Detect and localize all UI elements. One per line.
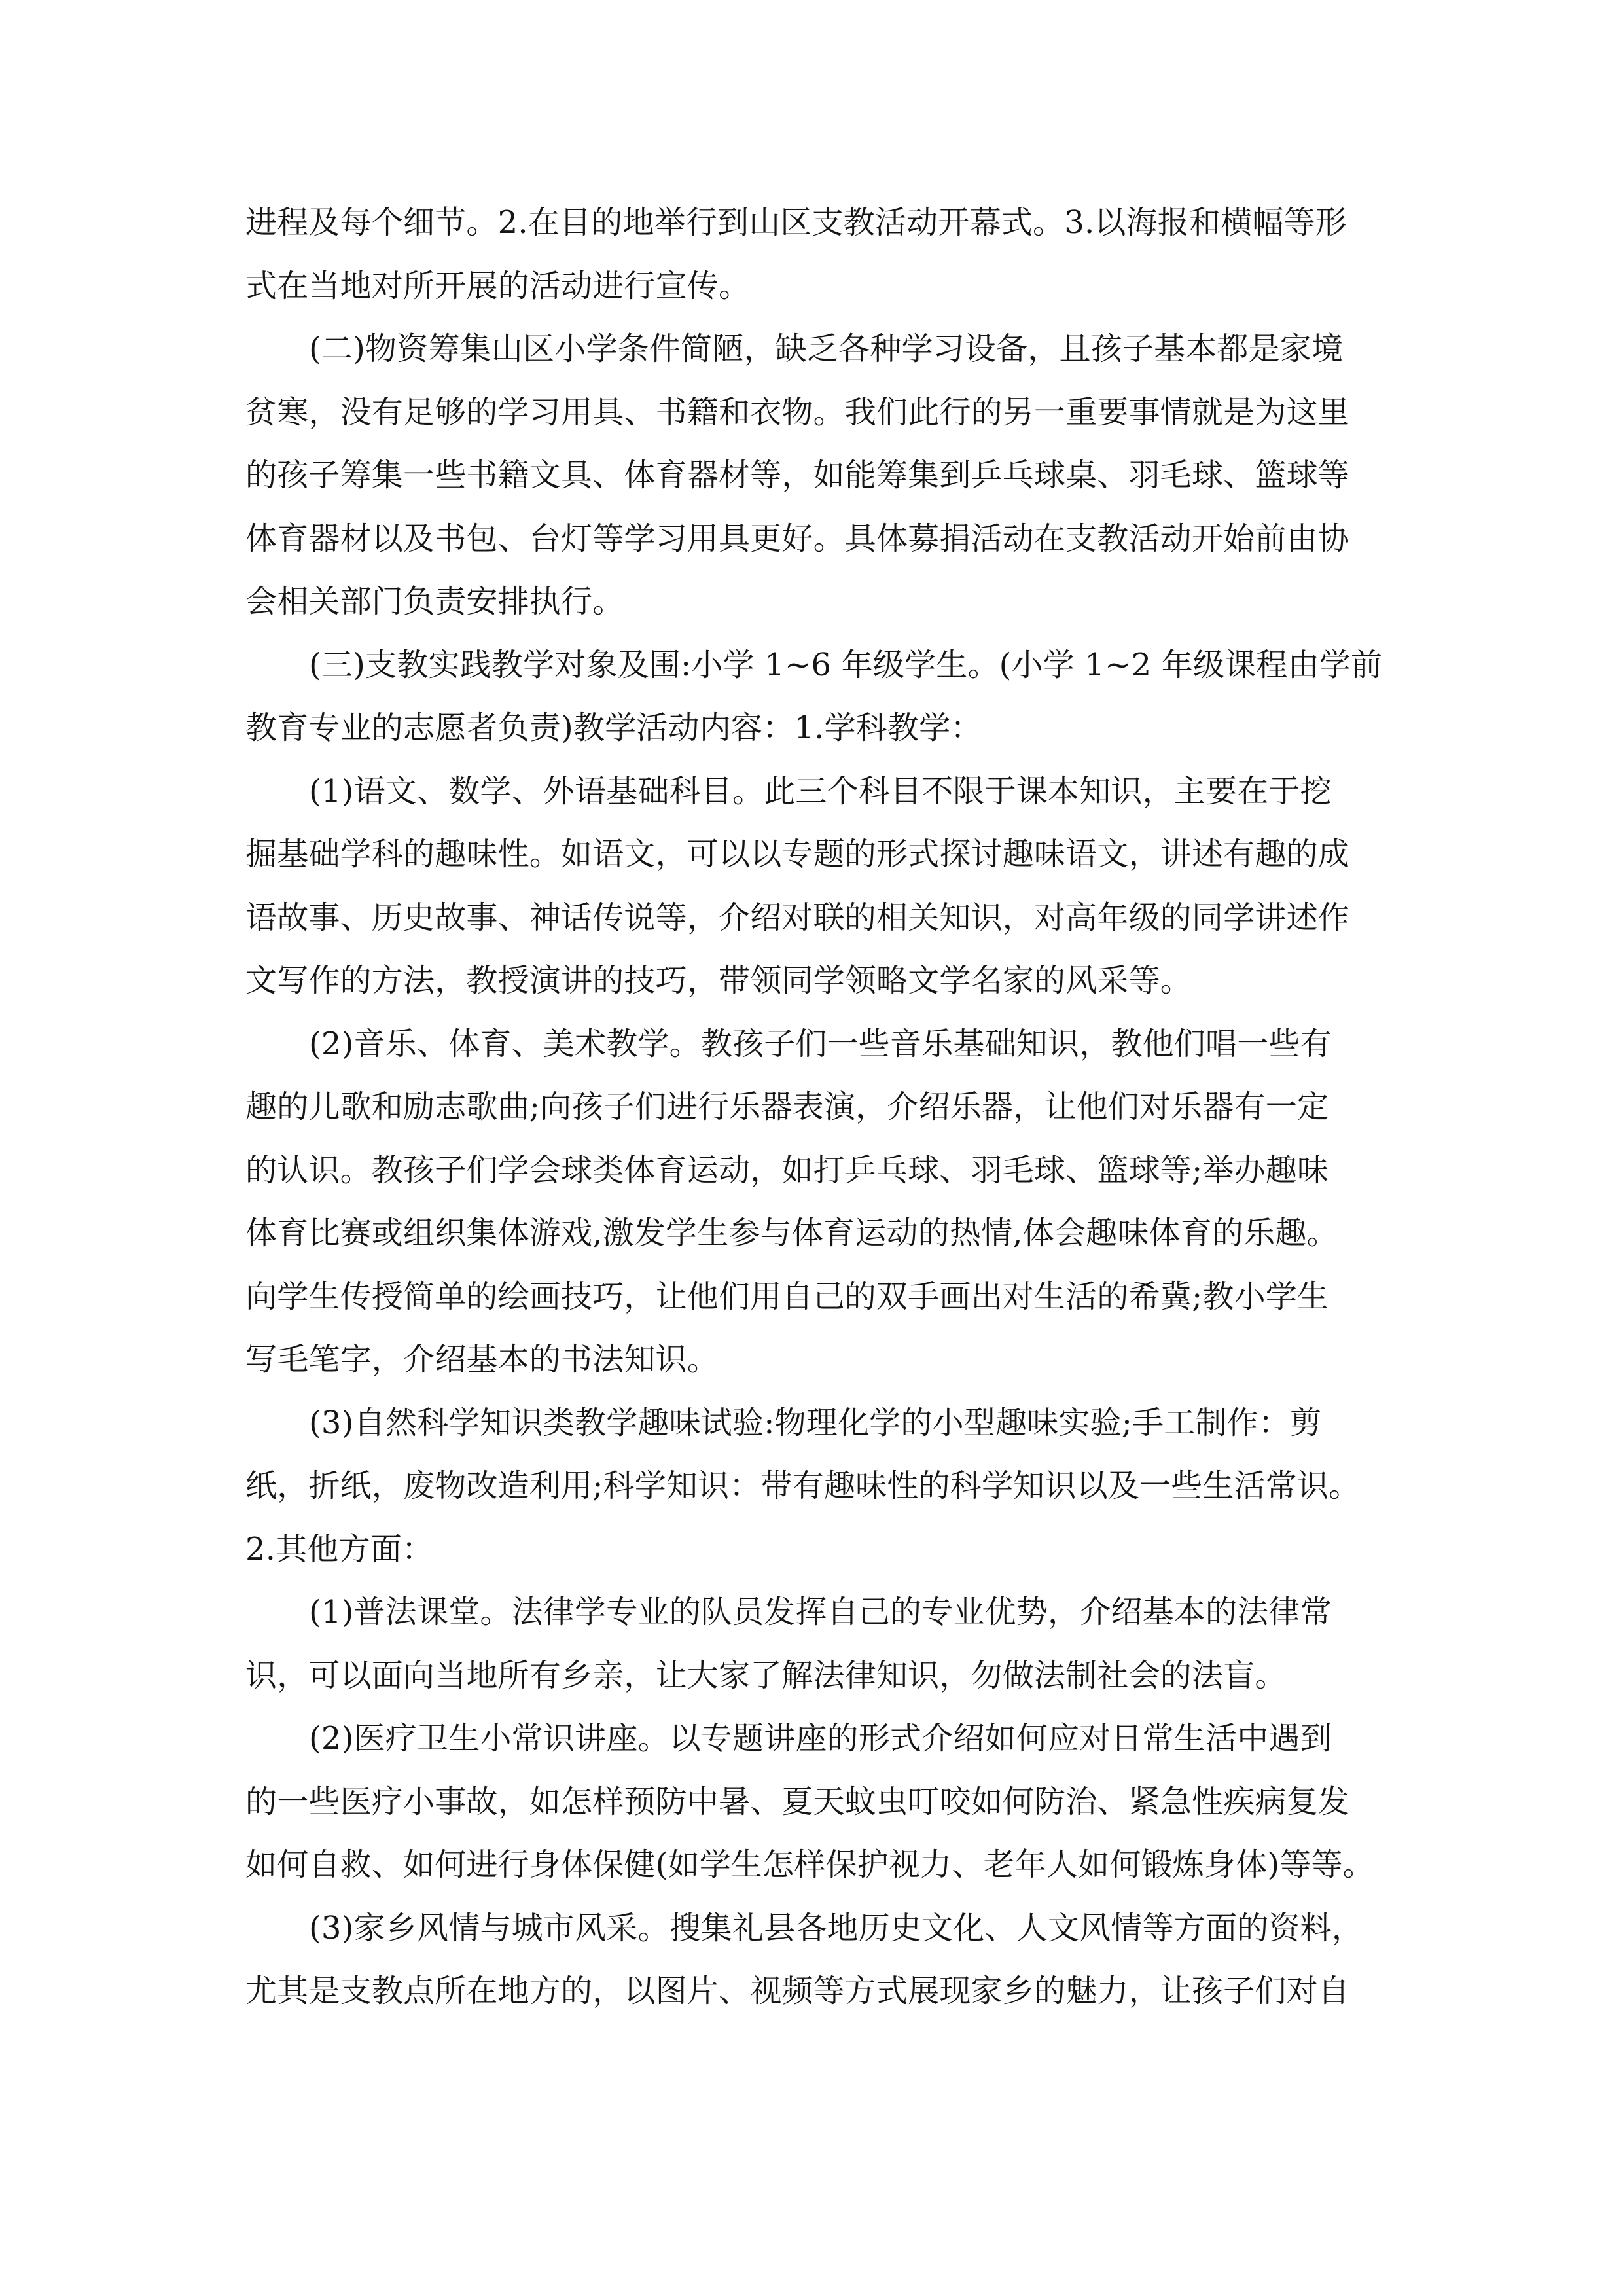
text-line: 尤其是支教点所在地方的，以图片、视频等方式展现家乡的魅力，让孩子们对自 bbox=[245, 1973, 1350, 2009]
text-line: 写毛笔字，介绍基本的书法知识。 bbox=[245, 1341, 719, 1378]
text-line: 纸，折纸，废物改造利用;科学知识：带有趣味性的科学知识以及一些生活常识。 bbox=[245, 1467, 1361, 1504]
text-line: 的认识。教孩子们学会球类体育运动，如打乒乓球、羽毛球、篮球等;举办趣味 bbox=[245, 1151, 1329, 1189]
section-heading: 2.其他方面： bbox=[245, 1530, 434, 1568]
text-line: 会相关部门负责安排执行。 bbox=[245, 583, 624, 620]
paragraph-first-line: (三)支教实践教学对象及围:小学 1~6 年级学生。(小学 1~2 年级课程由学前 bbox=[309, 646, 1383, 683]
paragraph-first-line: (1)普法课堂。法律学专业的队员发挥自己的专业优势，介绍基本的法律常 bbox=[309, 1594, 1332, 1630]
paragraph-first-line: (3)自然科学知识类教学趣味试验:物理化学的小型趣味实验;手工制作：剪 bbox=[309, 1404, 1322, 1441]
text-line: 贫寒，没有足够的学习用具、书籍和衣物。我们此行的另一重要事情就是为这里 bbox=[245, 393, 1350, 431]
document-body bbox=[245, 191, 1391, 2023]
text-line: 的一些医疗小事故，如怎样预防中暑、夏天蚊虫叮咬如何防治、紧急性疾病复发 bbox=[245, 1783, 1350, 1820]
text-line: 向学生传授简单的绘画技巧，让他们用自己的双手画出对生活的希冀;教小学生 bbox=[245, 1278, 1329, 1315]
paragraph-first-line: (3)家乡风情与城市风采。搜集礼县各地历史文化、人文风情等方面的资料， bbox=[309, 1909, 1363, 1946]
text-line: 文写作的方法，教授演讲的技巧，带领同学领略文学名家的风采等。 bbox=[245, 962, 1192, 999]
text-line: 掘基础学科的趣味性。如语文，可以以专题的形式探讨趣味语文，讲述有趣的成 bbox=[245, 836, 1350, 872]
text-line: 教育专业的志愿者负责)教学活动内容：1.学科教学： bbox=[245, 709, 982, 746]
paragraph-first-line: (1)语文、数学、外语基础科目。此三个科目不限于课本知识，主要在于挖 bbox=[309, 772, 1332, 810]
text-line: 进程及每个细节。2.在目的地举行到山区支教活动开幕式。3.以海报和横幅等形 bbox=[245, 204, 1347, 241]
text-line: 的孩子筹集一些书籍文具、体育器材等，如能筹集到乒乓球桌、羽毛球、篮球等 bbox=[245, 457, 1350, 493]
paragraph-first-line: (二)物资筹集山区小学条件简陋，缺乏各种学习设备，且孩子基本都是家境 bbox=[309, 331, 1344, 367]
text-line: 如何自救、如何进行身体保健(如学生怎样保护视力、老年人如何锻炼身体)等等。 bbox=[245, 1846, 1374, 1883]
paragraph-first-line: (2)医疗卫生小常识讲座。以专题讲座的形式介绍如何应对日常生活中遇到 bbox=[309, 1720, 1332, 1757]
text-line: 体育比赛或组织集体游戏,激发学生参与体育运动的热情,体会趣味体育的乐趣。 bbox=[245, 1215, 1338, 1251]
text-line: 趣的儿歌和励志歌曲;向孩子们进行乐器表演，介绍乐器，让他们对乐器有一定 bbox=[245, 1088, 1329, 1125]
text-line: 体育器材以及书包、台灯等学习用具更好。具体募捐活动在支教活动开始前由协 bbox=[245, 520, 1350, 557]
paragraph-first-line: (2)音乐、体育、美术教学。教孩子们一些音乐基础知识，教他们唱一些有 bbox=[309, 1025, 1332, 1062]
text-line: 式在当地对所开展的活动进行宣传。 bbox=[245, 267, 751, 304]
text-line: 识，可以面向当地所有乡亲，让大家了解法律知识，勿做法制社会的法盲。 bbox=[245, 1657, 1287, 1694]
text-line: 语故事、历史故事、神话传说等，介绍对联的相关知识，对高年级的同学讲述作 bbox=[245, 899, 1350, 936]
